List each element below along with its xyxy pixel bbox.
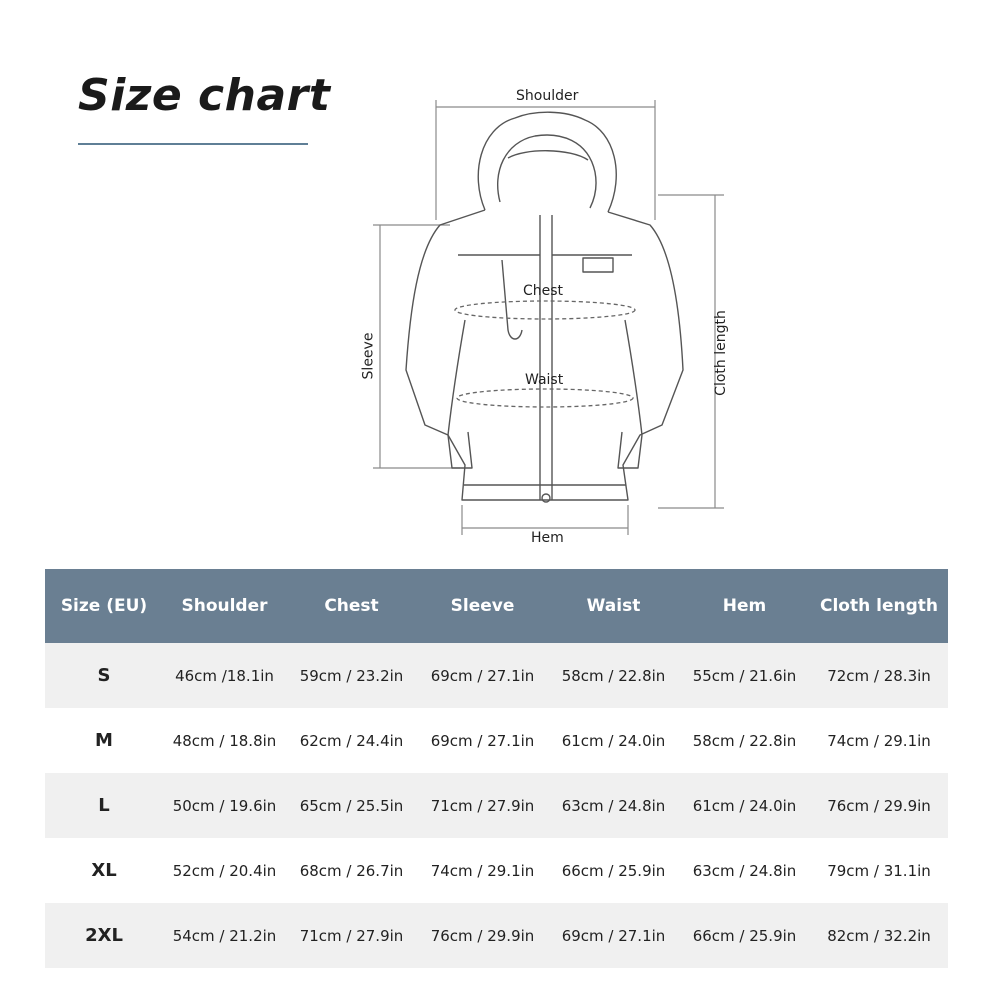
- table-cell: 69cm / 27.1in: [417, 643, 548, 708]
- table-cell: 63cm / 24.8in: [548, 773, 679, 838]
- size-table: [45, 569, 948, 968]
- table-cell: 74cm / 29.1in: [417, 838, 548, 903]
- page-title: Size chart: [78, 70, 331, 121]
- table-cell: 69cm / 27.1in: [548, 903, 679, 968]
- table-cell: 72cm / 28.3in: [810, 643, 948, 708]
- cloth-length-label: Cloth length: [712, 310, 729, 396]
- title-underline: [78, 143, 308, 145]
- header-hem: Hem: [679, 569, 810, 643]
- table-cell: 48cm / 18.8in: [163, 708, 286, 773]
- table-cell: 63cm / 24.8in: [679, 838, 810, 903]
- table-cell: 61cm / 24.0in: [548, 708, 679, 773]
- header-size: Size (EU): [45, 569, 163, 643]
- hem-label: Hem: [531, 530, 564, 546]
- table-row: [45, 838, 948, 903]
- table-cell: 68cm / 26.7in: [286, 838, 417, 903]
- table-cell: 62cm / 24.4in: [286, 708, 417, 773]
- table-row: [45, 708, 948, 773]
- table-cell: 79cm / 31.1in: [810, 838, 948, 903]
- table-cell: 52cm / 20.4in: [163, 838, 286, 903]
- jacket-sketch-icon: [340, 80, 760, 550]
- table-header-row: [45, 569, 948, 643]
- header-cloth-length: Cloth length: [810, 569, 948, 643]
- table-cell: 82cm / 32.2in: [810, 903, 948, 968]
- header-waist: Waist: [548, 569, 679, 643]
- table-cell: 69cm / 27.1in: [417, 708, 548, 773]
- chest-label: Chest: [523, 283, 564, 299]
- table-cell: 50cm / 19.6in: [163, 773, 286, 838]
- size-cell: M: [45, 708, 163, 773]
- table-cell: 61cm / 24.0in: [679, 773, 810, 838]
- table-cell: 66cm / 25.9in: [548, 838, 679, 903]
- table-cell: 59cm / 23.2in: [286, 643, 417, 708]
- size-cell: L: [45, 773, 163, 838]
- table-cell: 76cm / 29.9in: [417, 903, 548, 968]
- table-cell: 58cm / 22.8in: [548, 643, 679, 708]
- size-cell: 2XL: [45, 903, 163, 968]
- table-cell: 46cm /18.1in: [163, 643, 286, 708]
- header-chest: Chest: [286, 569, 417, 643]
- table-cell: 71cm / 27.9in: [286, 903, 417, 968]
- table-cell: 58cm / 22.8in: [679, 708, 810, 773]
- header-sleeve: Sleeve: [417, 569, 548, 643]
- sleeve-label: Sleeve: [360, 332, 377, 380]
- table-row: [45, 773, 948, 838]
- jacket-diagram: [340, 80, 760, 550]
- table-cell: 71cm / 27.9in: [417, 773, 548, 838]
- table-row: [45, 643, 948, 708]
- table-cell: 54cm / 21.2in: [163, 903, 286, 968]
- table-cell: 55cm / 21.6in: [679, 643, 810, 708]
- shoulder-label: Shoulder: [516, 88, 579, 104]
- table-cell: 76cm / 29.9in: [810, 773, 948, 838]
- header-shoulder: Shoulder: [163, 569, 286, 643]
- waist-label: Waist: [525, 372, 564, 388]
- table-cell: 65cm / 25.5in: [286, 773, 417, 838]
- table-row: [45, 903, 948, 968]
- table-cell: 74cm / 29.1in: [810, 708, 948, 773]
- size-cell: XL: [45, 838, 163, 903]
- size-cell: S: [45, 643, 163, 708]
- table-cell: 66cm / 25.9in: [679, 903, 810, 968]
